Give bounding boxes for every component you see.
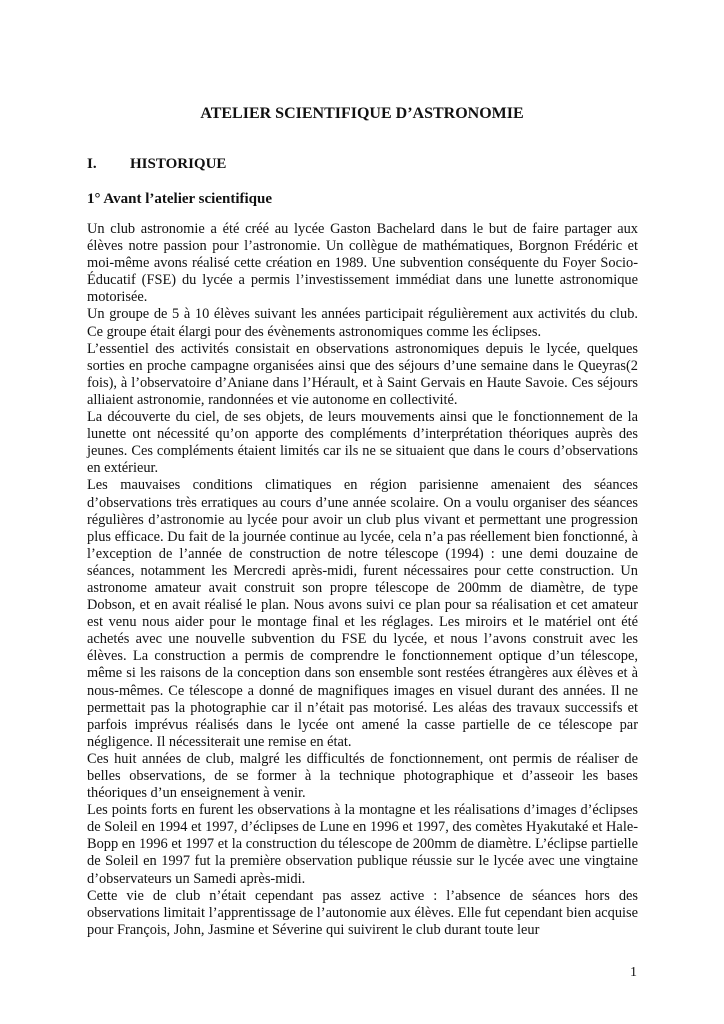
document-title: ATELIER SCIENTIFIQUE D’ASTRONOMIE: [200, 105, 524, 122]
section-number: I.: [87, 156, 97, 172]
paragraph: Les points forts en furent les observations à la montagne et les réalisations d’images d’éclipses de Soleil en 1994 et 1997, d’éclipses de Lune en 1996 et 1997, des comètes Hyakutaké et Hale-Bopp en 1996 et 1997 et la construction du télescope de 200mm de diamètre. L’éclipse partielle de Soleil en 1997 fut la première observation publique réussie sur le lycée avec une vingtaine d’observateurs un Samedi après-midi.: [87, 802, 638, 887]
paragraph: Cette vie de club n’était cependant pas assez active : l’absence de séances hors des observations limitait l’apprentissage de l’autonomie aux élèves. Elle fut cependant bien acquise pour François, John, Jasmine et Séverine qui suivirent le club durant toute leur: [87, 887, 638, 938]
section-title: HISTORIQUE: [130, 156, 227, 172]
body-text: [87, 221, 638, 939]
section-heading: [87, 155, 226, 173]
paragraph: L’essentiel des activités consistait en observations astronomiques depuis le lycée, quelques sorties en proche campagne organisées ainsi que des séjours d’une semaine dans le Queyras(2 fois), à l’observatoire d’Aniane dans l’Hérault, et à Saint Gervais en Haute Savoie. Ces séjours alliaient astronomie, randonnées et vie autonome en collectivité.: [87, 340, 638, 408]
paragraph: Ces huit années de club, malgré les difficultés de fonctionnement, ont permis de réaliser de belles observations, de se former à la technique photographique et d’asseoir les bases théoriques d’un enseignement à venir.: [87, 750, 638, 802]
paragraph: Les mauvaises conditions climatiques en région parisienne amenaient des séances d’observations très erratiques au cours d’une année scolaire. On a voulu organiser des séances régulières d’astronomie au lycée pour avoir un club plus vivant et permettant une progression plus efficace. Du fait de la journée continue au lycée, cela n’a pas réellement bien fonctionné, à l’exception de l’année de construction de notre télescope (1994) : une demi douzaine de séances, notamment les Mercredi après-midi, furent nécessaires pour cette construction. Un astronome amateur avait construit son propre télescope de 200mm de diamètre, de type Dobson, et en avait réalisé le plan. Nous avons suivi ce plan pour sa réalisation et cet amateur est venu nous aider pour le montage final et les réglages. Les miroirs et le matériel ont été achetés avec une nouvelle subvention du FSE du lycée, et nous l’avons construit avec les élèves. La construction a permis de comprendre le fonctionnement optique d’un télescope, même si les raisons de la conception dans son ensemble sont restées étrangères aux élèves et à nous-mêmes. Ce télescope a donné de magnifiques images en visuel durant des années. Il ne permettait pas la photographie car il n’était pas motorisé. Les aléas des travaux successifs et parfois imprévus réalisés dans le lycée ont amené la casse partielle de ce télescope par négligence. Il nécessiterait une remise en état.: [87, 477, 638, 750]
paragraph: Un groupe de 5 à 10 élèves suivant les années participait régulièrement aux activités du club. Ce groupe était élargi pour des évènements astronomiques comme les éclipses.: [87, 306, 638, 340]
paragraph: Un club astronomie a été créé au lycée Gaston Bachelard dans le but de faire partager aux élèves notre passion pour l’astronomie. Un collègue de mathématiques, Borgnon Frédéric et moi-même avons réalisé cette création en 1989. Une subvention conséquente du Foyer Socio-Éducatif (FSE) du lycée a permis l’investissement immédiat dans une lunette astronomique motorisée.: [87, 221, 638, 306]
subsection-heading: 1° Avant l’atelier scientifique: [87, 191, 273, 207]
page-number: 1: [630, 965, 637, 980]
paragraph: La découverte du ciel, de ses objets, de leurs mouvements ainsi que le fonctionnement de la lunette ont nécessité qu’on apporte des compléments d’interprétation théoriques auprès des jeunes. Ces compléments étaient limités car ils ne se situaient que dans le cours d’observations en extérieur.: [87, 409, 638, 477]
